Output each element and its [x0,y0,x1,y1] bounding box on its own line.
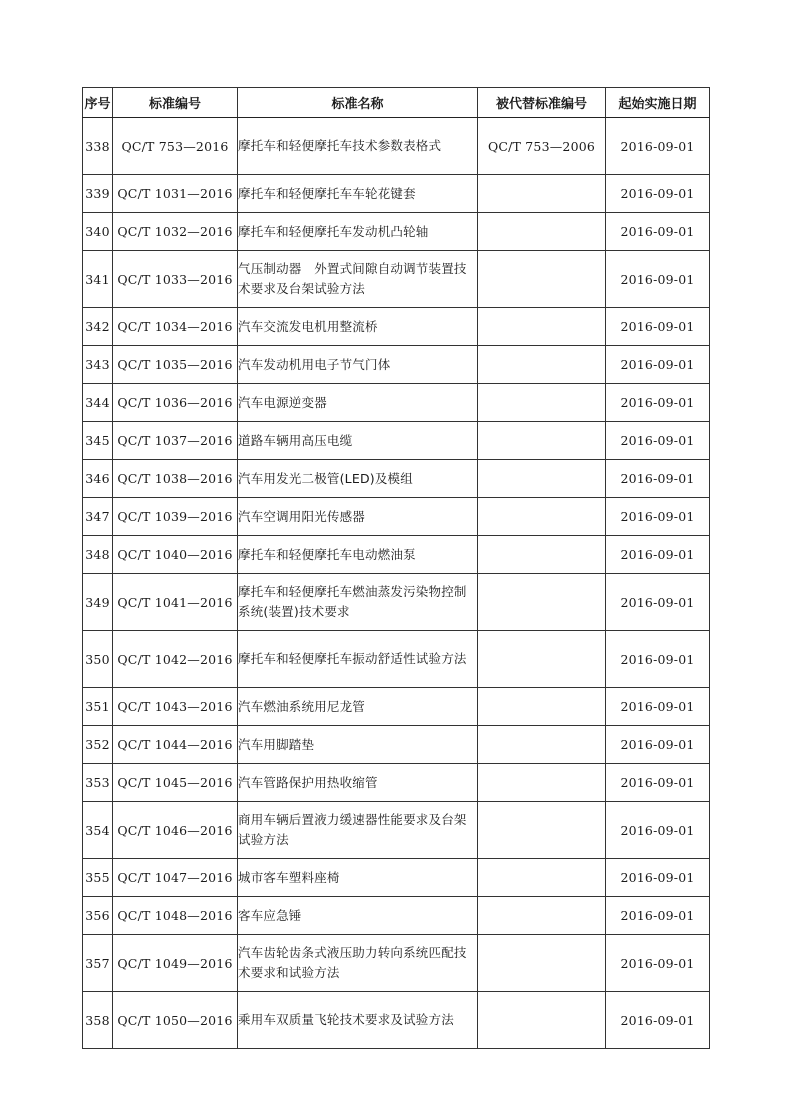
cell-effective-date: 2016-09-01 [606,118,710,175]
table-row [83,897,710,935]
cell-standard-code: QC/T 1031—2016 [113,175,238,213]
cell-replaced-code [478,308,606,346]
cell-standard-code: QC/T 1036—2016 [113,384,238,422]
cell-replaced-code [478,574,606,631]
cell-standard-name: 汽车电源逆变器 [238,384,478,422]
table-row [83,251,710,308]
cell-standard-name: 汽车齿轮齿条式液压助力转向系统匹配技术要求和试验方法 [238,935,478,992]
table-row [83,536,710,574]
cell-seq: 356 [83,897,113,935]
table-row [83,764,710,802]
table-row [83,213,710,251]
cell-effective-date: 2016-09-01 [606,574,710,631]
cell-seq: 345 [83,422,113,460]
cell-standard-code: QC/T 1034—2016 [113,308,238,346]
cell-standard-name: 商用车辆后置液力缓速器性能要求及台架试验方法 [238,802,478,859]
table-row [83,802,710,859]
cell-standard-code: QC/T 1049—2016 [113,935,238,992]
cell-standard-name: 摩托车和轻便摩托车发动机凸轮轴 [238,213,478,251]
cell-seq: 351 [83,688,113,726]
cell-effective-date: 2016-09-01 [606,935,710,992]
cell-seq: 349 [83,574,113,631]
cell-seq: 341 [83,251,113,308]
cell-seq: 347 [83,498,113,536]
cell-seq: 343 [83,346,113,384]
cell-effective-date: 2016-09-01 [606,175,710,213]
cell-replaced-code [478,764,606,802]
header-code: 标准编号 [113,88,238,118]
table-row [83,859,710,897]
cell-standard-code: QC/T 1033—2016 [113,251,238,308]
table-row [83,308,710,346]
cell-effective-date: 2016-09-01 [606,536,710,574]
cell-standard-code: QC/T 1044—2016 [113,726,238,764]
table-row [83,726,710,764]
cell-replaced-code [478,897,606,935]
cell-seq: 339 [83,175,113,213]
cell-seq: 355 [83,859,113,897]
cell-standard-name: 摩托车和轻便摩托车燃油蒸发污染物控制系统(装置)技术要求 [238,574,478,631]
table-row [83,935,710,992]
header-row [83,88,710,118]
cell-replaced-code [478,802,606,859]
cell-standard-name: 摩托车和轻便摩托车振动舒适性试验方法 [238,631,478,688]
header-name: 标准名称 [238,88,478,118]
cell-effective-date: 2016-09-01 [606,213,710,251]
cell-standard-name: 气压制动器 外置式间隙自动调节装置技术要求及台架试验方法 [238,251,478,308]
cell-seq: 340 [83,213,113,251]
cell-seq: 353 [83,764,113,802]
cell-standard-name: 汽车空调用阳光传感器 [238,498,478,536]
cell-standard-name: 汽车用发光二极管(LED)及模组 [238,460,478,498]
cell-standard-name: 客车应急锤 [238,897,478,935]
cell-seq: 348 [83,536,113,574]
cell-standard-name: 汽车发动机用电子节气门体 [238,346,478,384]
cell-standard-code: QC/T 1047—2016 [113,859,238,897]
cell-standard-name: 乘用车双质量飞轮技术要求及试验方法 [238,992,478,1049]
cell-standard-code: QC/T 1039—2016 [113,498,238,536]
table-row [83,631,710,688]
standards-table [82,87,710,1049]
cell-standard-name: 道路车辆用高压电缆 [238,422,478,460]
cell-replaced-code [478,688,606,726]
table-row [83,384,710,422]
cell-effective-date: 2016-09-01 [606,992,710,1049]
table-row [83,574,710,631]
cell-effective-date: 2016-09-01 [606,422,710,460]
cell-replaced-code [478,460,606,498]
cell-replaced-code: QC/T 753—2006 [478,118,606,175]
cell-seq: 338 [83,118,113,175]
cell-standard-name: 汽车燃油系统用尼龙管 [238,688,478,726]
header-date: 起始实施日期 [606,88,710,118]
cell-effective-date: 2016-09-01 [606,308,710,346]
cell-seq: 352 [83,726,113,764]
cell-standard-name: 城市客车塑料座椅 [238,859,478,897]
table-row [83,992,710,1049]
cell-effective-date: 2016-09-01 [606,897,710,935]
cell-standard-code: QC/T 1035—2016 [113,346,238,384]
table-row [83,460,710,498]
cell-seq: 346 [83,460,113,498]
cell-replaced-code [478,422,606,460]
cell-seq: 342 [83,308,113,346]
cell-replaced-code [478,175,606,213]
cell-standard-name: 摩托车和轻便摩托车电动燃油泵 [238,536,478,574]
table-row [83,498,710,536]
table-row [83,175,710,213]
cell-effective-date: 2016-09-01 [606,726,710,764]
cell-effective-date: 2016-09-01 [606,631,710,688]
cell-effective-date: 2016-09-01 [606,859,710,897]
header-seq: 序号 [83,88,113,118]
cell-standard-code: QC/T 1042—2016 [113,631,238,688]
cell-standard-name: 摩托车和轻便摩托车技术参数表格式 [238,118,478,175]
cell-standard-code: QC/T 1050—2016 [113,992,238,1049]
cell-replaced-code [478,251,606,308]
cell-replaced-code [478,935,606,992]
table-body [83,118,710,1049]
cell-standard-code: QC/T 1046—2016 [113,802,238,859]
cell-effective-date: 2016-09-01 [606,802,710,859]
cell-replaced-code [478,498,606,536]
cell-replaced-code [478,384,606,422]
cell-seq: 358 [83,992,113,1049]
cell-standard-code: QC/T 1048—2016 [113,897,238,935]
cell-standard-name: 摩托车和轻便摩托车车轮花键套 [238,175,478,213]
cell-seq: 357 [83,935,113,992]
cell-standard-code: QC/T 1045—2016 [113,764,238,802]
table-row [83,346,710,384]
cell-standard-name: 汽车管路保护用热收缩管 [238,764,478,802]
cell-effective-date: 2016-09-01 [606,251,710,308]
cell-replaced-code [478,346,606,384]
cell-effective-date: 2016-09-01 [606,460,710,498]
header-replaced: 被代替标准编号 [478,88,606,118]
cell-seq: 344 [83,384,113,422]
standards-table-container [82,87,709,1049]
cell-replaced-code [478,536,606,574]
cell-standard-code: QC/T 1041—2016 [113,574,238,631]
cell-replaced-code [478,726,606,764]
cell-replaced-code [478,213,606,251]
cell-replaced-code [478,992,606,1049]
cell-standard-code: QC/T 1038—2016 [113,460,238,498]
cell-standard-name: 汽车用脚踏垫 [238,726,478,764]
cell-seq: 354 [83,802,113,859]
table-row [83,118,710,175]
cell-standard-code: QC/T 1043—2016 [113,688,238,726]
cell-effective-date: 2016-09-01 [606,764,710,802]
cell-effective-date: 2016-09-01 [606,498,710,536]
cell-standard-code: QC/T 753—2016 [113,118,238,175]
cell-effective-date: 2016-09-01 [606,346,710,384]
cell-standard-name: 汽车交流发电机用整流桥 [238,308,478,346]
cell-replaced-code [478,859,606,897]
cell-effective-date: 2016-09-01 [606,688,710,726]
table-row [83,688,710,726]
cell-standard-code: QC/T 1032—2016 [113,213,238,251]
cell-effective-date: 2016-09-01 [606,384,710,422]
cell-standard-code: QC/T 1040—2016 [113,536,238,574]
cell-replaced-code [478,631,606,688]
table-row [83,422,710,460]
cell-standard-code: QC/T 1037—2016 [113,422,238,460]
cell-seq: 350 [83,631,113,688]
